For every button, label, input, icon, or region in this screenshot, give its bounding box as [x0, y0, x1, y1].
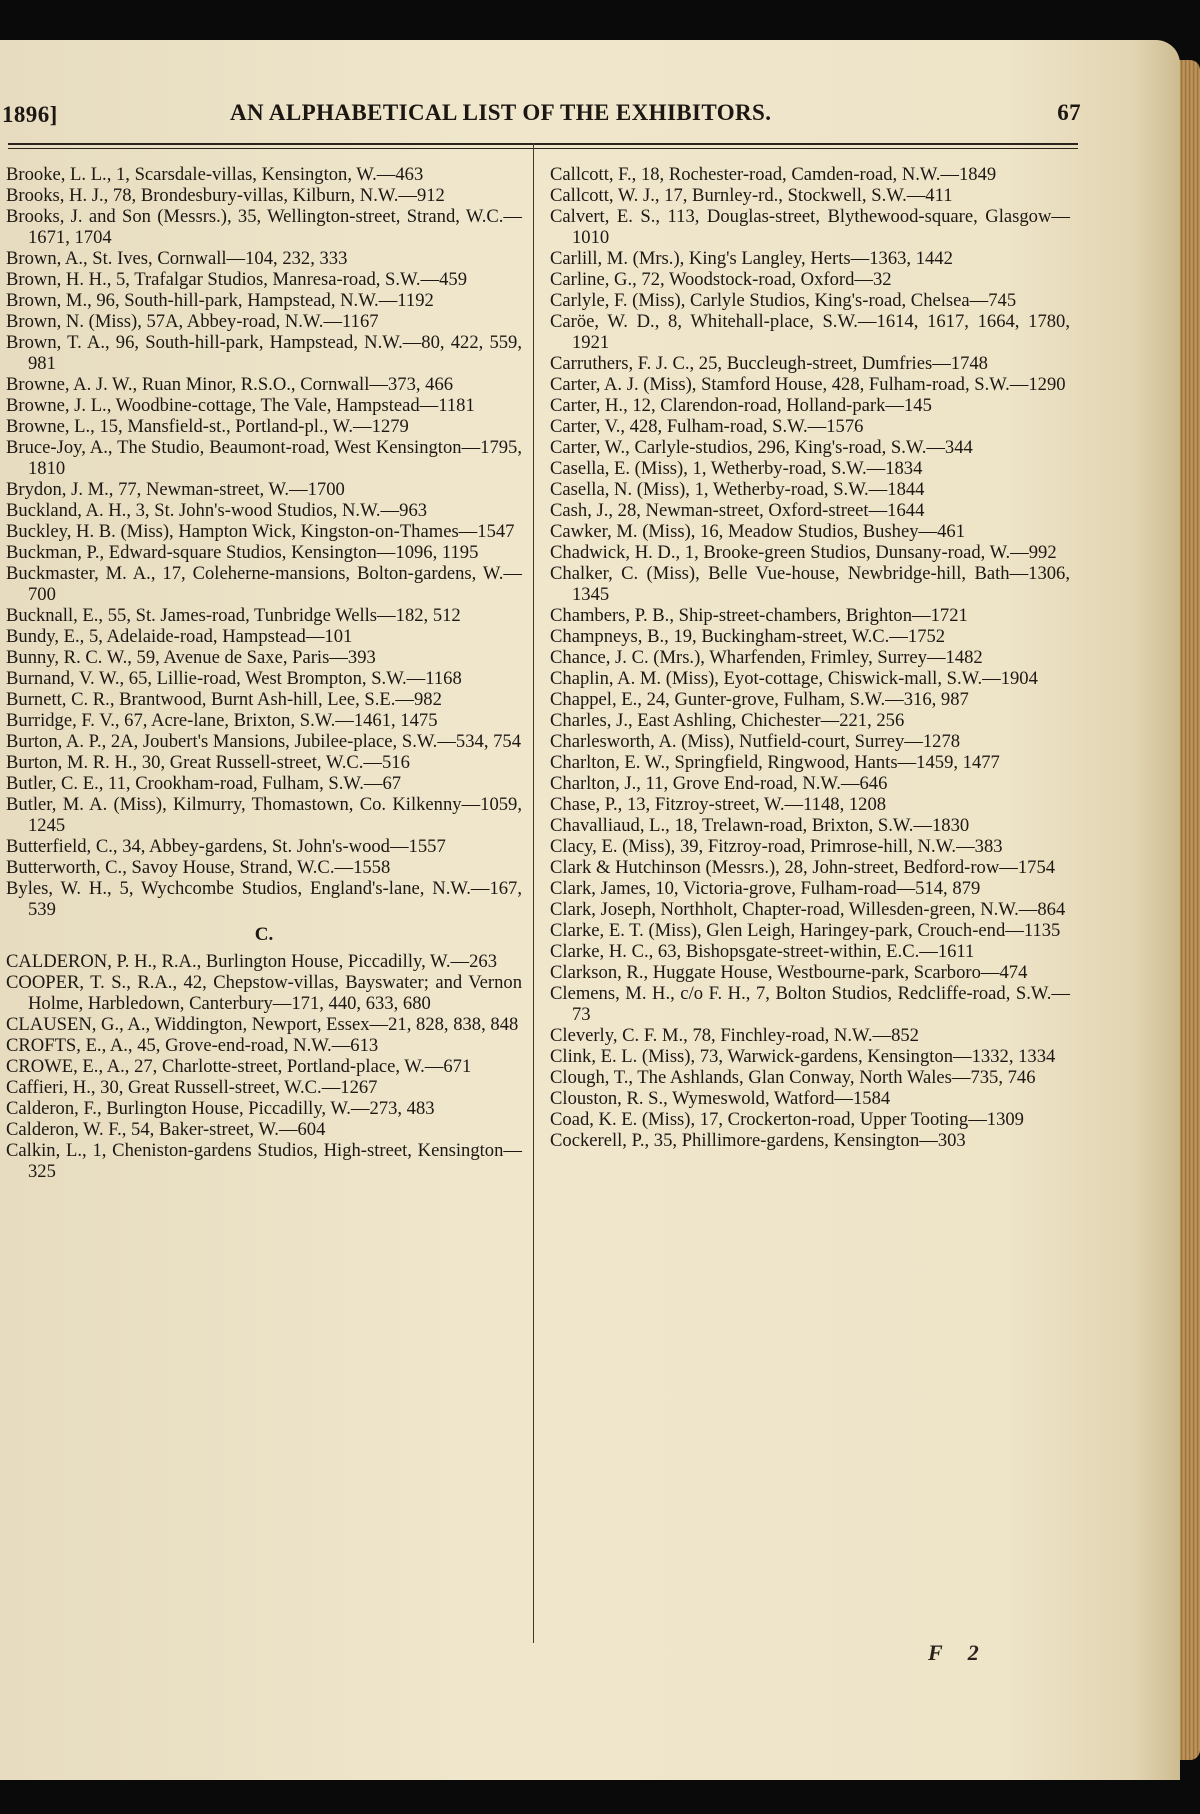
exhibitor-entry: Brooke, L. L., 1, Scarsdale-villas, Kensington, W.—463 — [6, 164, 424, 185]
exhibitor-entry: Brown, N. (Miss), 57A, Abbey-road, N.W.—1167 — [6, 311, 379, 332]
column-divider — [533, 143, 534, 1643]
exhibitor-entry: Cockerell, P., 35, Phillimore-gardens, Kensington—303 — [550, 1130, 966, 1151]
exhibitor-entry: Burridge, F. V., 67, Acre-lane, Brixton, S.W.—1461, 1475 — [6, 710, 438, 731]
exhibitor-entry: Bundy, E., 5, Adelaide-road, Hampstead—101 — [6, 626, 353, 647]
exhibitor-entry: Casella, E. (Miss), 1, Wetherby-road, S.W.—1834 — [550, 458, 923, 479]
exhibitor-entry: Cash, J., 28, Newman-street, Oxford-street—1644 — [550, 500, 925, 521]
exhibitor-entry: Byles, W. H., 5, Wychcombe Studios, England's-lane, N.W.—167, 539 — [6, 878, 522, 920]
exhibitor-entry: Charlton, J., 11, Grove End-road, N.W.—646 — [550, 773, 888, 794]
exhibitor-entry: Bucknall, E., 55, St. James-road, Tunbridge Wells—182, 512 — [6, 605, 461, 626]
exhibitor-entry: Burton, M. R. H., 30, Great Russell-street, W.C.—516 — [6, 752, 410, 773]
left-column — [6, 164, 522, 1182]
header-year: 1896] — [2, 102, 58, 127]
exhibitor-entry: Carter, A. J. (Miss), Stamford House, 428, Fulham-road, S.W.—1290 — [550, 374, 1066, 395]
exhibitor-entry: Calvert, E. S., 113, Douglas-street, Blythewood-square, Glasgow—1010 — [550, 206, 1070, 248]
exhibitor-entry: Browne, A. J. W., Ruan Minor, R.S.O., Cornwall—373, 466 — [6, 374, 454, 395]
header-rule — [8, 143, 1078, 145]
exhibitor-entry: Chase, P., 13, Fitzroy-street, W.—1148, 1208 — [550, 794, 887, 815]
exhibitor-entry: Carruthers, F. J. C., 25, Buccleugh-street, Dumfries—1748 — [550, 353, 988, 374]
exhibitor-entry: Brooks, J. and Son (Messrs.), 35, Wellington-street, Strand, W.C.—1671, 1704 — [6, 206, 522, 248]
exhibitor-entry: Brown, T. A., 96, South-hill-park, Hampstead, N.W.—80, 422, 559, 981 — [6, 332, 522, 374]
exhibitor-entry: Clarke, H. C., 63, Bishopsgate-street-within, E.C.—1611 — [550, 941, 975, 962]
exhibitor-entry: Carlill, M. (Mrs.), King's Langley, Herts—1363, 1442 — [550, 248, 953, 269]
exhibitor-entry: Chappel, E., 24, Gunter-grove, Fulham, S.W.—316, 987 — [550, 689, 969, 710]
section-letter: C. — [254, 924, 274, 945]
exhibitor-entry: Chadwick, H. D., 1, Brooke-green Studios, Dunsany-road, W.—992 — [550, 542, 1057, 563]
exhibitor-entry: CROFTS, E., A., 45, Grove-end-road, N.W.—613 — [6, 1035, 379, 1056]
exhibitor-entry: Clark & Hutchinson (Messrs.), 28, John-street, Bedford-row—1754 — [550, 857, 1056, 878]
exhibitor-entry: Buckley, H. B. (Miss), Hampton Wick, Kingston-on-Thames—1547 — [6, 521, 515, 542]
exhibitor-entry: Brown, H. H., 5, Trafalgar Studios, Manresa-road, S.W.—459 — [6, 269, 468, 290]
exhibitor-entry: Caffieri, H., 30, Great Russell-street, W.C.—1267 — [6, 1077, 378, 1098]
exhibitor-entry: Chance, J. C. (Mrs.), Wharfenden, Frimley, Surrey—1482 — [550, 647, 983, 668]
exhibitor-entry: Brown, A., St. Ives, Cornwall—104, 232, 333 — [6, 248, 348, 269]
exhibitor-entry: CALDERON, P. H., R.A., Burlington House, Piccadilly, W.—263 — [6, 951, 498, 972]
exhibitor-entry: Butler, C. E., 11, Crookham-road, Fulham, S.W.—67 — [6, 773, 402, 794]
exhibitor-entry: Buckman, P., Edward-square Studios, Kensington—1096, 1195 — [6, 542, 479, 563]
exhibitor-entry: Carter, W., Carlyle-studios, 296, King's-road, S.W.—344 — [550, 437, 973, 458]
exhibitor-entry: Charlesworth, A. (Miss), Nutfield-court, Surrey—1278 — [550, 731, 961, 752]
exhibitor-entry: Charlton, E. W., Springfield, Ringwood, Hants—1459, 1477 — [550, 752, 1000, 773]
exhibitor-entry: Butterworth, C., Savoy House, Strand, W.C.—1558 — [6, 857, 391, 878]
exhibitor-entry: Browne, L., 15, Mansfield-st., Portland-pl., W.—1279 — [6, 416, 409, 437]
header-title: AN ALPHABETICAL LIST OF THE EXHIBITORS. — [230, 100, 772, 125]
signature-mark: F 2 — [928, 1640, 989, 1665]
exhibitor-entry: Chambers, P. B., Ship-street-chambers, Brighton—1721 — [550, 605, 968, 626]
exhibitor-entry: Callcott, W. J., 17, Burnley-rd., Stockwell, S.W.—411 — [550, 185, 953, 206]
exhibitor-entry: Brydon, J. M., 77, Newman-street, W.—1700 — [6, 479, 345, 500]
exhibitor-entry: Burnand, V. W., 65, Lillie-road, West Brompton, S.W.—1168 — [6, 668, 462, 689]
exhibitor-entry: Callcott, F., 18, Rochester-road, Camden-road, N.W.—1849 — [550, 164, 997, 185]
exhibitor-entry: Clark, Joseph, Northholt, Chapter-road, Willesden-green, N.W.—864 — [550, 899, 1066, 920]
exhibitor-entry: Charles, J., East Ashling, Chichester—221, 256 — [550, 710, 905, 731]
exhibitor-entry: Carlyle, F. (Miss), Carlyle Studios, King's-road, Chelsea—745 — [550, 290, 1017, 311]
exhibitor-entry: Carline, G., 72, Woodstock-road, Oxford—32 — [550, 269, 892, 290]
exhibitor-entry: Champneys, B., 19, Buckingham-street, W.C.—1752 — [550, 626, 946, 647]
exhibitor-entry: Chalker, C. (Miss), Belle Vue-house, Newbridge-hill, Bath—1306, 1345 — [550, 563, 1070, 605]
exhibitor-entry: Buckland, A. H., 3, St. John's-wood Studios, N.W.—963 — [6, 500, 428, 521]
entries-c — [6, 951, 522, 1182]
running-header — [0, 100, 1085, 134]
exhibitor-entry: Clough, T., The Ashlands, Glan Conway, North Wales—735, 746 — [550, 1067, 1036, 1088]
exhibitor-entry: Brown, M., 96, South-hill-park, Hampstead, N.W.—1192 — [6, 290, 434, 311]
exhibitor-entry: Clarke, E. T. (Miss), Glen Leigh, Haringey-park, Crouch-end—1135 — [550, 920, 1061, 941]
exhibitor-entry: Cleverly, C. F. M., 78, Finchley-road, N.W.—852 — [550, 1025, 919, 1046]
exhibitor-entry: Clemens, M. H., c/o F. H., 7, Bolton Studios, Redcliffe-road, S.W.—73 — [550, 983, 1070, 1025]
exhibitor-entry: Chaplin, A. M. (Miss), Eyot-cottage, Chiswick-mall, S.W.—1904 — [550, 668, 1038, 689]
exhibitor-entry: Clouston, R. S., Wymeswold, Watford—1584 — [550, 1088, 891, 1109]
header-rule-thin — [8, 148, 1078, 149]
entries-b — [6, 164, 522, 920]
exhibitor-entry: Calderon, F., Burlington House, Piccadilly, W.—273, 483 — [6, 1098, 435, 1119]
exhibitor-entry: Clacy, E. (Miss), 39, Fitzroy-road, Primrose-hill, N.W.—383 — [550, 836, 1003, 857]
exhibitor-entry: COOPER, T. S., R.A., 42, Chepstow-villas, Bayswater; and Vernon Holme, Harbledown, Canterbury—171, 440, 633, 680 — [6, 972, 522, 1014]
exhibitor-entry: Burnett, C. R., Brantwood, Burnt Ash-hill, Lee, S.E.—982 — [6, 689, 442, 710]
exhibitor-entry: Butterfield, C., 34, Abbey-gardens, St. John's-wood—1557 — [6, 836, 446, 857]
exhibitor-entry: Carter, V., 428, Fulham-road, S.W.—1576 — [550, 416, 864, 437]
exhibitor-entry: Chavalliaud, L., 18, Trelawn-road, Brixton, S.W.—1830 — [550, 815, 970, 836]
exhibitor-entry: Brooks, H. J., 78, Brondesbury-villas, Kilburn, N.W.—912 — [6, 185, 445, 206]
exhibitor-entry: Browne, J. L., Woodbine-cottage, The Vale, Hampstead—1181 — [6, 395, 475, 416]
page-number: 67 — [1057, 100, 1081, 125]
exhibitor-entry: CROWE, E., A., 27, Charlotte-street, Portland-place, W.—671 — [6, 1056, 472, 1077]
exhibitor-entry: Bruce-Joy, A., The Studio, Beaumont-road, West Kensington—1795, 1810 — [6, 437, 522, 479]
exhibitor-entry: Cawker, M. (Miss), 16, Meadow Studios, Bushey—461 — [550, 521, 966, 542]
exhibitor-entry: Caröe, W. D., 8, Whitehall-place, S.W.—1614, 1617, 1664, 1780, 1921 — [550, 311, 1070, 353]
exhibitor-entry: Bunny, R. C. W., 59, Avenue de Saxe, Paris—393 — [6, 647, 376, 668]
exhibitor-entry: Calderon, W. F., 54, Baker-street, W.—604 — [6, 1119, 326, 1140]
exhibitor-entry: Coad, K. E. (Miss), 17, Crockerton-road, Upper Tooting—1309 — [550, 1109, 1024, 1130]
exhibitor-entry: Clink, E. L. (Miss), 73, Warwick-gardens, Kensington—1332, 1334 — [550, 1046, 1056, 1067]
exhibitor-entry: Clark, James, 10, Victoria-grove, Fulham-road—514, 879 — [550, 878, 981, 899]
exhibitor-entry: Butler, M. A. (Miss), Kilmurry, Thomastown, Co. Kilkenny—1059, 1245 — [6, 794, 522, 836]
exhibitor-entry: Carter, H., 12, Clarendon-road, Holland-park—145 — [550, 395, 932, 416]
exhibitor-entry: Burton, A. P., 2A, Joubert's Mansions, Jubilee-place, S.W.—534, 754 — [6, 731, 522, 752]
exhibitor-entry: Buckmaster, M. A., 17, Coleherne-mansions, Bolton-gardens, W.—700 — [6, 563, 522, 605]
right-column — [550, 164, 1070, 1151]
exhibitor-entry: Calkin, L., 1, Cheniston-gardens Studios, High-street, Kensington—325 — [6, 1140, 522, 1182]
exhibitor-entry: Casella, N. (Miss), 1, Wetherby-road, S.W.—1844 — [550, 479, 925, 500]
exhibitor-entry: Clarkson, R., Huggate House, Westbourne-park, Scarboro—474 — [550, 962, 1028, 983]
exhibitor-entry: CLAUSEN, G., A., Widdington, Newport, Essex—21, 828, 838, 848 — [6, 1014, 519, 1035]
